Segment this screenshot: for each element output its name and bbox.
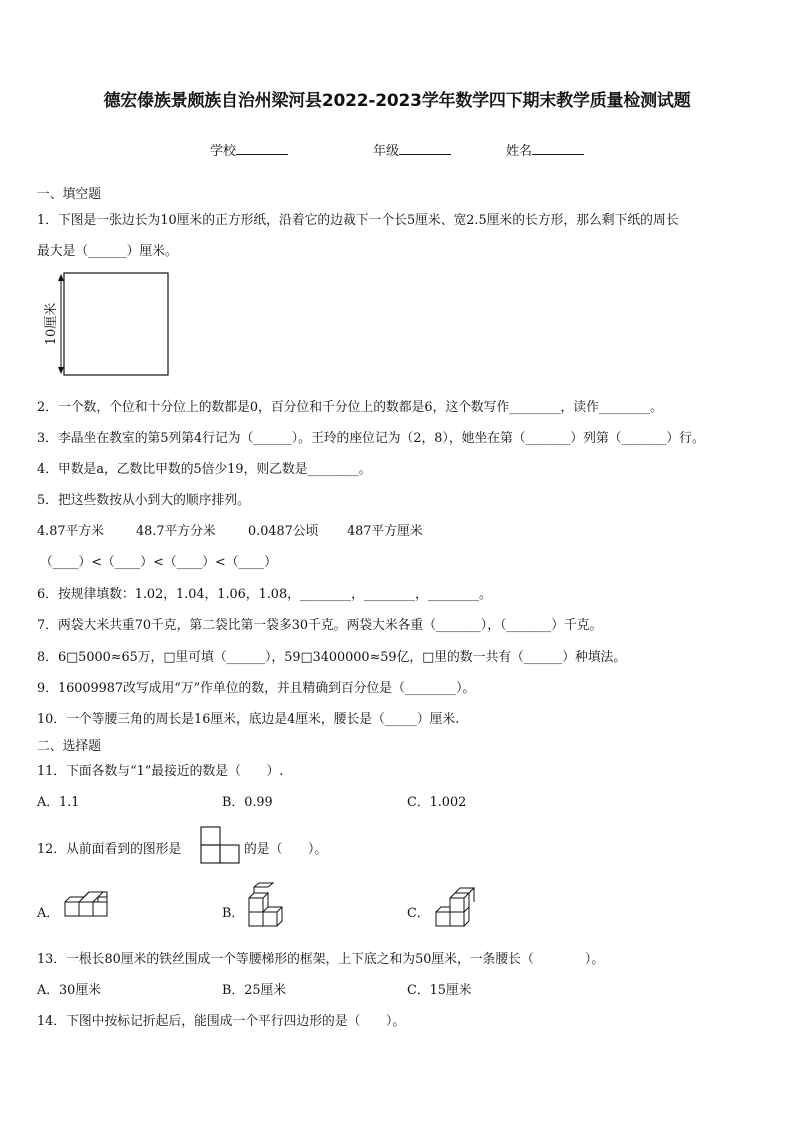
question-14: 14．下图中按标记折起后，能围成一个平行四边形的是（ ）。	[37, 1014, 406, 1029]
q5-item-3: 0.0487公顷	[248, 524, 319, 539]
question-1-line2: 最大是（______）厘米。	[37, 244, 178, 259]
side-length-label: 10厘米	[44, 302, 59, 346]
question-12-before: 12．从前面看到的图形是	[37, 842, 182, 857]
question-2: 2．一个数，个位和十分位上的数都是0，百分位和千分位上的数都是6，这个数写作________，读作________。	[37, 400, 663, 415]
grade-label: 年级	[373, 144, 400, 159]
q5-item-2: 48.7平方分米	[136, 524, 216, 539]
q11-option-a[interactable]: A．1.1	[37, 795, 80, 810]
q13-option-a[interactable]: A．30厘米	[37, 983, 101, 998]
question-4: 4．甲数是a，乙数比甲数的5倍少19，则乙数是________。	[37, 462, 372, 477]
arrow-down-icon	[58, 367, 64, 374]
question-11: 11．下面各数与“1”最接近的数是（ ）.	[37, 764, 284, 779]
q5-order-blanks: （____）<（____）<（____）<（____）	[40, 555, 277, 570]
school-blank[interactable]	[236, 142, 288, 155]
square-figure	[36, 270, 176, 380]
section-choice-title: 二、选择题	[37, 739, 101, 754]
question-1: 1．下图是一张边长为10厘米的正方形纸，沿着它的边裁下一个长5厘米、宽2.5厘米的长方形，那么剩下纸的周长	[37, 213, 679, 228]
question-12-after: 的是（ ）。	[244, 842, 328, 857]
question-5: 5．把这些数按从小到大的顺序排列。	[37, 493, 250, 508]
q12-option-b[interactable]: B．	[222, 906, 245, 921]
question-3: 3．李晶坐在教室的第5列第4行记为（______）。王玲的座位记为（2，8），她坐在第（_______）列第（_______）行。	[37, 431, 705, 446]
front-view-figure	[200, 826, 242, 864]
q11-option-c[interactable]: C．1.002	[407, 795, 467, 810]
q11-option-b[interactable]: B．0.99	[222, 795, 273, 810]
question-6: 6．按规律填数：1.02，1.04，1.06，1.08，________，________，________。	[37, 587, 492, 602]
question-10: 10．一个等腰三角的周长是16厘米，底边是4厘米，腰长是（_____）厘米.	[37, 712, 460, 727]
question-7: 7．两袋大米共重70千克，第二袋比第一袋多30千克。两袋大米各重（_______），（_______）千克。	[37, 618, 603, 633]
q12-option-a-cubes	[64, 888, 110, 924]
q5-item-4: 487平方厘米	[347, 524, 423, 539]
school-label: 学校	[210, 144, 237, 159]
page-title: 德宏傣族景颇族自治州梁河县2022-2023学年数学四下期末教学质量检测试题	[103, 91, 691, 111]
name-label: 姓名	[506, 144, 533, 159]
name-field	[506, 140, 584, 159]
q12-option-a[interactable]: A．	[37, 906, 60, 921]
section-fill-blank-title: 一、填空题	[37, 187, 101, 202]
grade-blank[interactable]	[399, 142, 451, 155]
q13-option-b[interactable]: B．25厘米	[222, 983, 287, 998]
question-9: 9．16009987改写成用“万”作单位的数，并且精确到百分位是（________）。	[37, 681, 476, 696]
q12-option-c[interactable]: C．	[407, 906, 430, 921]
name-blank[interactable]	[532, 142, 584, 155]
arrow-up-icon	[58, 274, 64, 281]
q12-option-c-cubes	[434, 884, 480, 930]
q5-item-1: 4.87平方米	[37, 524, 104, 539]
question-8: 8．6□5000≈65万，□里可填（______），59□3400000≈59亿，□里的数一共有（______）种填法。	[37, 650, 627, 665]
grade-field	[373, 140, 451, 159]
q13-option-c[interactable]: C．15厘米	[407, 983, 472, 998]
question-13: 13．一根长80厘米的铁丝围成一个等腰梯形的框架，上下底之和为50厘米，一条腰长（ ）。	[37, 952, 605, 967]
school-field	[210, 140, 288, 159]
square-outline	[64, 273, 168, 375]
q12-option-b-cubes	[247, 884, 293, 930]
